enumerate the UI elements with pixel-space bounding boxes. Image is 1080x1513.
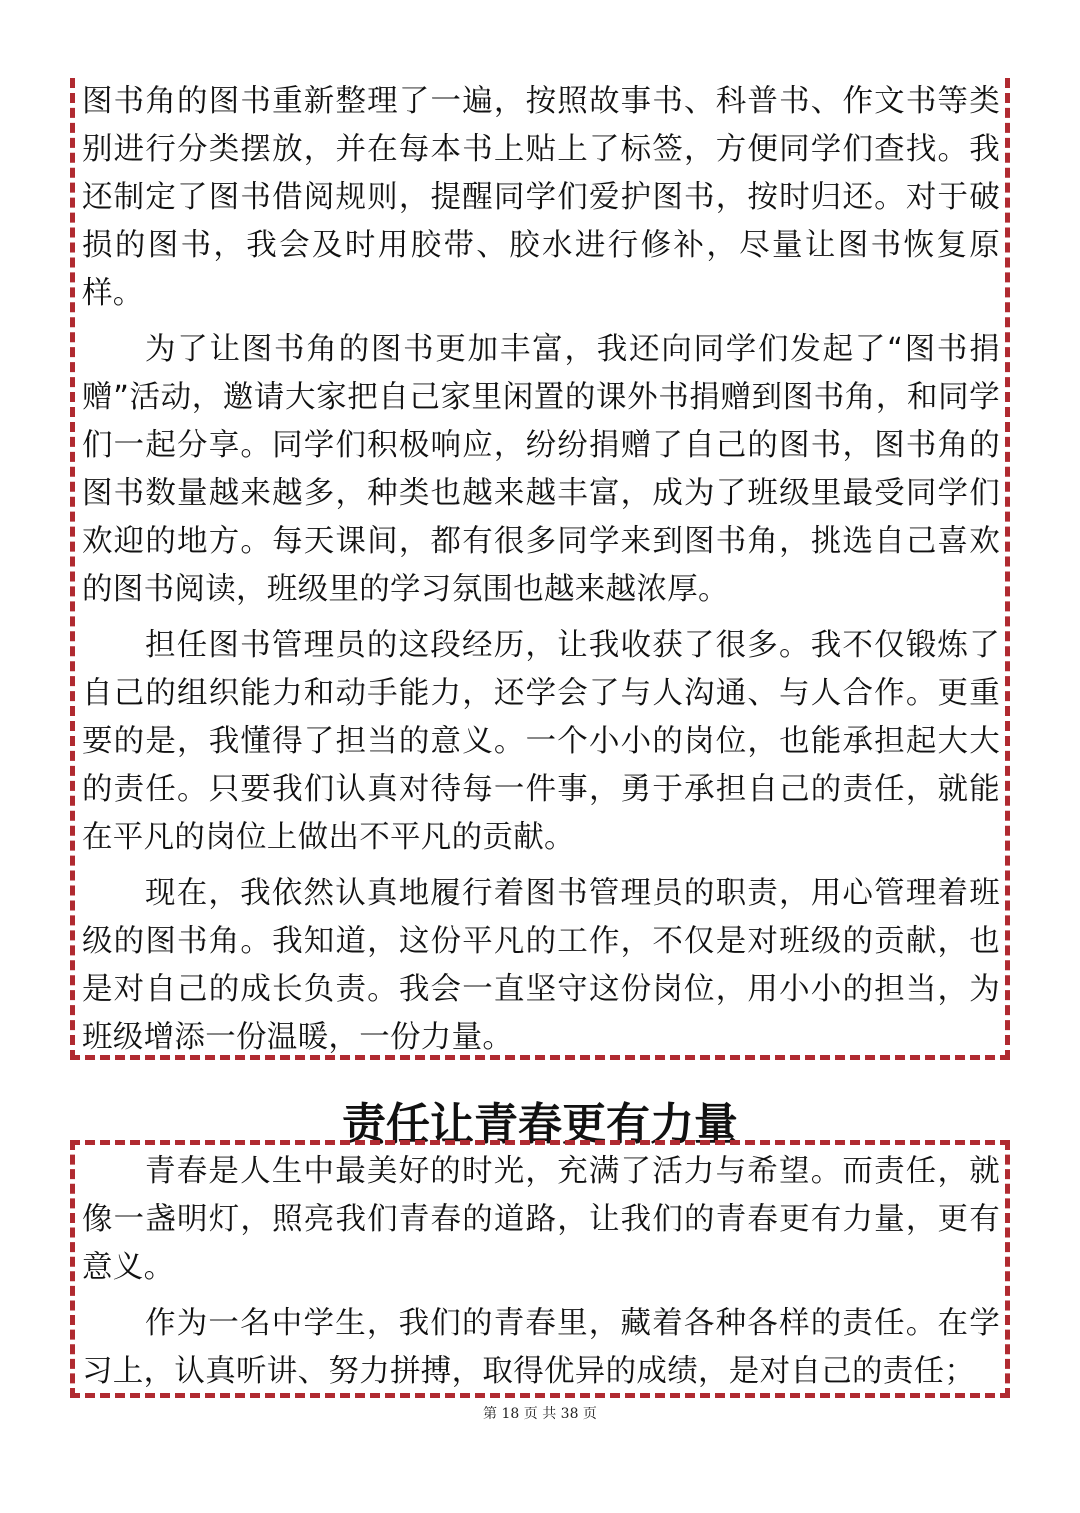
paragraph: 图书角的图书重新整理了一遍，按照故事书、科普书、作文书等类别进行分类摆放，并在每本书上贴上了标签，方便同学们查找。我还制定了图书借阅规则，提醒同学们爱护图书，按时归还。对于破损的图书，我会及时用胶带、胶水进行修补，尽量让图书恢复原样。 [82, 84, 1000, 311]
section-title: 责任让青春更有力量 [342, 1099, 738, 1151]
article-body-bottom [82, 1148, 1000, 1404]
paragraph: 担任图书管理员的这段经历，让我收获了很多。我不仅锻炼了自己的组织能力和动手能力，还学会了与人沟通、与人合作。更重要的是，我懂得了担当的意义。一个小小的岗位，也能承担起大大的责任。只要我们认真对待每一件事，勇于承担自己的责任，就能在平凡的岗位上做出不平凡的贡献。 [82, 628, 1000, 855]
paragraph: 作为一名中学生，我们的青春里，藏着各种各样的责任。在学习上，认真听讲、努力拼搏，取得优异的成绩，是对自己的责任； [82, 1306, 1000, 1389]
article-body-top [82, 78, 1000, 1070]
page-number: 第 18 页 共 38 页 [483, 1406, 597, 1422]
paragraph: 为了让图书角的图书更加丰富，我还向同学们发起了“图书捐赠”活动，邀请大家把自己家里闲置的课外书捐赠到图书角，和同学们一起分享。同学们积极响应，纷纷捐赠了自己的图书，图书角的图书数量越来越多，种类也越来越丰富，成为了班级里最受同学们欢迎的地方。每天课间，都有很多同学来到图书角，挑选自己喜欢的图书阅读，班级里的学习氛围也越来越浓厚。 [82, 332, 1000, 607]
paragraph: 青春是人生中最美好的时光，充满了活力与希望。而责任，就像一盏明灯，照亮我们青春的道路，让我们的青春更有力量，更有意义。 [82, 1154, 1000, 1285]
paragraph: 现在，我依然认真地履行着图书管理员的职责，用心管理着班级的图书角。我知道，这份平凡的工作，不仅是对班级的贡献，也是对自己的成长负责。我会一直坚守这份岗位，用小小的担当，为班级增添一份温暖，一份力量。 [82, 876, 1000, 1055]
